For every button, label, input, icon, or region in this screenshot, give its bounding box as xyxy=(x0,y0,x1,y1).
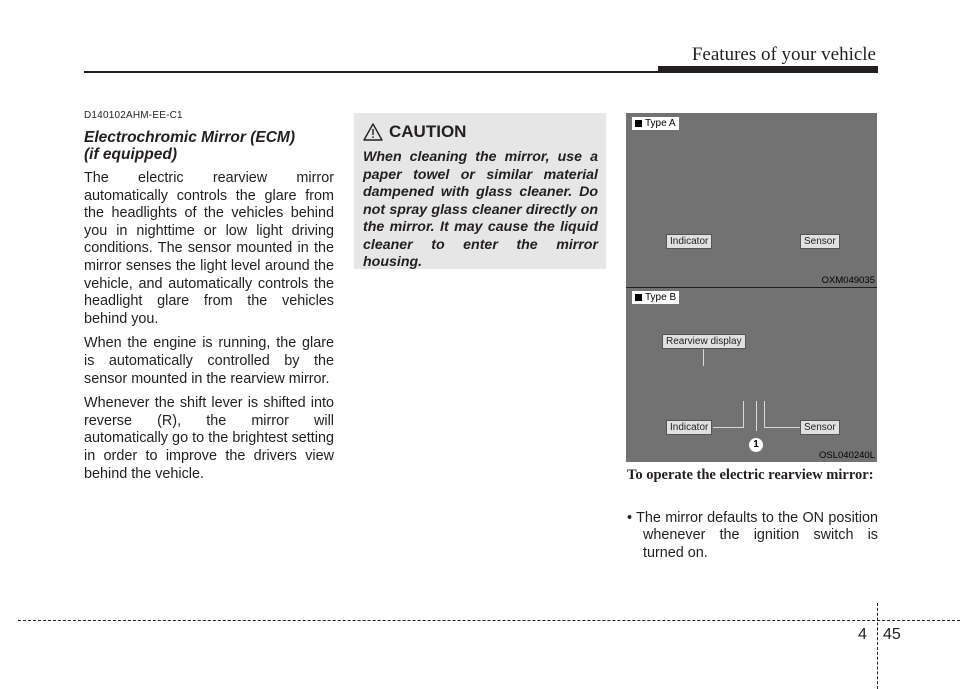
paragraph-1: The electric rearview mirror automatically controls the glare from the headlights of the vehicles behind you in nighttime or low light driving conditions. The sensor mounted in the mirror senses the light level around the vehicle, and automatically controls the headlight glare from the vehicles behind you. xyxy=(84,170,334,327)
figure-type-b xyxy=(626,288,877,462)
indicator-leader-line xyxy=(713,427,743,428)
indicator-callout: Indicator xyxy=(666,420,712,435)
footer-divider xyxy=(877,603,878,689)
badge-leader-line xyxy=(756,401,757,431)
square-bullet-icon xyxy=(635,120,642,127)
figure-a-code: OXM049035 xyxy=(821,275,875,286)
paragraph-3: Whenever the shift lever is shifted into reverse (R), the mirror will automatically go to the brightest setting in order to improve the drivers view behind the vehicle. xyxy=(84,395,334,482)
operate-heading: To operate the electric rearview mirror: xyxy=(627,467,874,483)
chapter-number: 4 xyxy=(858,626,867,643)
section-title-line2: (if equipped) xyxy=(84,146,177,163)
indicator-leader-line-vertical xyxy=(743,401,744,428)
sensor-leader-line-vertical xyxy=(764,401,765,428)
section-title xyxy=(84,129,334,163)
figure-a-type-text: Type A xyxy=(645,118,676,129)
display-leader-line xyxy=(703,349,704,366)
caution-box xyxy=(354,113,606,269)
sensor-callout: Sensor xyxy=(800,420,840,435)
header-title: Features of your vehicle xyxy=(691,44,876,65)
header-rule xyxy=(84,71,664,73)
sensor-callout: Sensor xyxy=(800,234,840,249)
section-code: D140102AHM-EE-C1 xyxy=(84,110,183,121)
square-bullet-icon xyxy=(635,294,642,301)
paragraph-2: When the engine is running, the glare is automatically controlled by the sensor mounted in the rearview mirror. xyxy=(84,335,334,387)
footer-rule xyxy=(18,620,960,621)
section-title-line1: Electrochromic Mirror (ECM) xyxy=(84,129,296,146)
figure-type-a xyxy=(626,113,877,289)
callout-number-badge: 1 xyxy=(749,438,763,452)
caution-header xyxy=(363,120,598,144)
operate-bullet: • The mirror defaults to the ON position whenever the ignition switch is turned on. xyxy=(627,510,878,561)
indicator-callout: Indicator xyxy=(666,234,712,249)
figure-a-type-label xyxy=(632,117,679,130)
rearview-display-callout: Rearview display xyxy=(662,334,746,349)
figure-b-code: OSL040240L xyxy=(819,450,875,461)
figure-b-type-label xyxy=(632,291,679,304)
sensor-leader-line xyxy=(764,427,800,428)
caution-text: When cleaning the mirror, use a paper towel or similar material dampened with glass cleaner. Do not spray glass cleaner directly on the mirror. It may cause the liquid cleaner to enter the mirror housing. xyxy=(363,149,598,270)
warning-triangle-icon xyxy=(363,123,383,141)
figure-b-type-text: Type B xyxy=(645,292,677,303)
page-number: 45 xyxy=(883,626,901,643)
left-column xyxy=(84,110,334,483)
caution-label: CAUTION xyxy=(389,122,467,141)
header-rule-accent xyxy=(658,66,878,73)
